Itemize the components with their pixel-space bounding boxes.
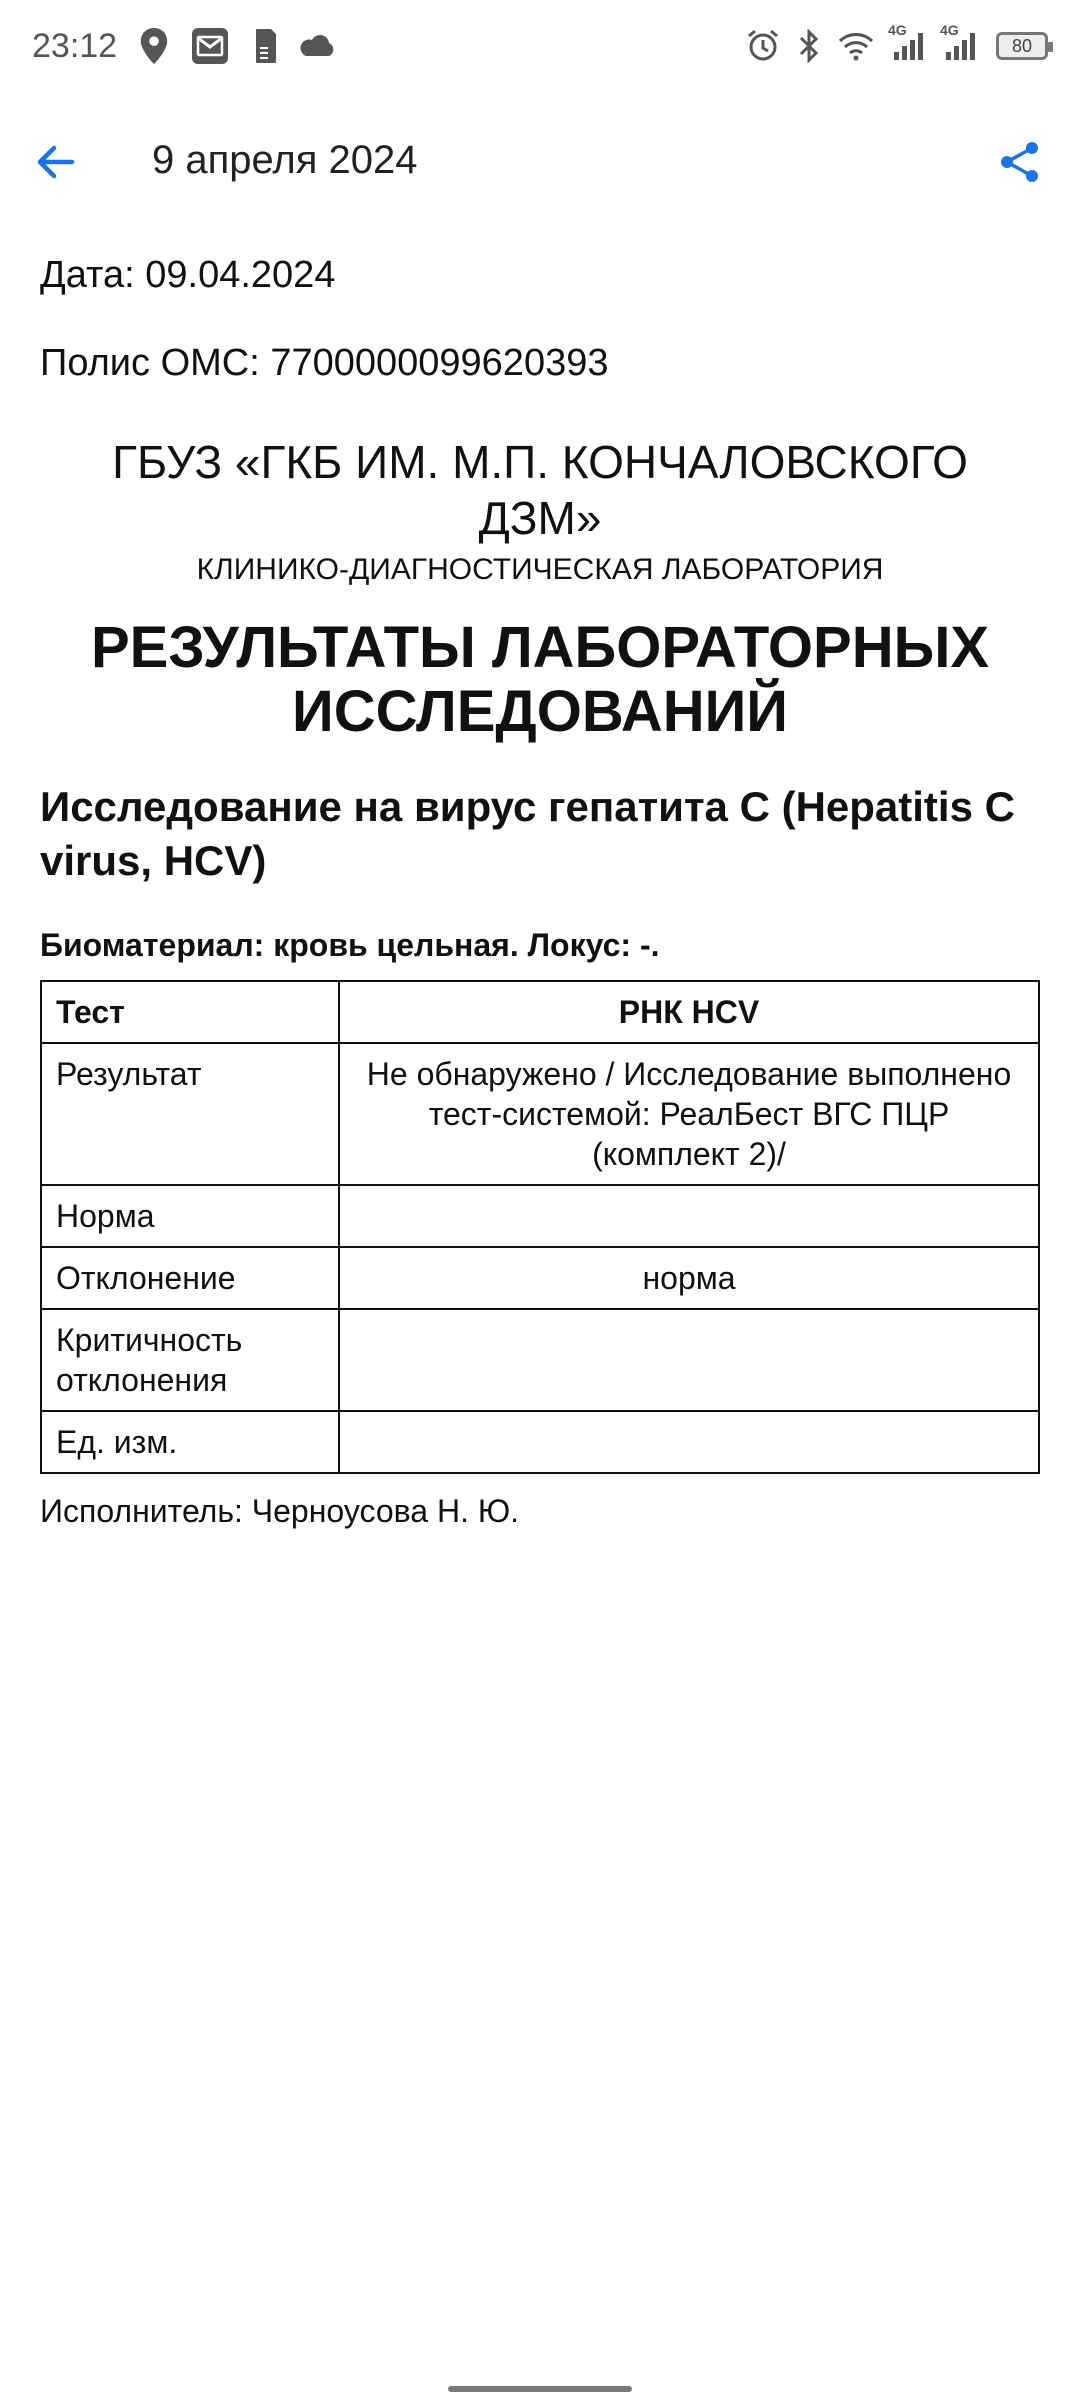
table-cell-label: Отклонение	[41, 1247, 339, 1309]
mail-icon	[191, 27, 229, 65]
app-bar	[0, 110, 1080, 214]
table-cell-label: Критичность отклонения	[41, 1309, 339, 1411]
table-cell-label: Норма	[41, 1185, 339, 1247]
biomaterial-line: Биоматериал: кровь цельная. Локус: -.	[40, 927, 660, 963]
table-cell-label: Результат	[41, 1043, 339, 1185]
table-cell-value	[339, 1309, 1039, 1411]
table-cell-value	[339, 1411, 1039, 1473]
table-cell-label: Ед. изм.	[41, 1411, 339, 1473]
network-label: 4G	[888, 22, 907, 38]
study-title: Исследование на вирус гепатита С (Hepatitis C virus, HCV)	[40, 783, 1015, 884]
lab-report	[40, 248, 1040, 1532]
signal-icon	[940, 22, 978, 62]
page-title: 9 апреля 2024	[152, 138, 418, 182]
location-icon	[139, 28, 169, 64]
table-header-cell: РНК HCV	[339, 981, 1039, 1043]
table-row	[41, 1185, 1039, 1247]
table-header-cell: Тест	[41, 981, 339, 1043]
status-time: 23:12	[32, 26, 118, 65]
arrow-left-icon	[32, 138, 80, 186]
wifi-icon	[838, 31, 874, 61]
oms-policy: Полис ОМС: 7700000099620393	[40, 342, 609, 384]
battery-level: 80	[1011, 35, 1033, 56]
bluetooth-icon	[798, 29, 820, 63]
table-cell-value: Не обнаружено / Исследование выполнено тест-системой: РеалБест ВГС ПЦР (комплект 2)/	[339, 1043, 1039, 1185]
report-title: РЕЗУЛЬТАТЫ ЛАБОРАТОРНЫХ ИССЛЕДОВАНИЙ	[90, 615, 990, 744]
results-table	[40, 980, 1040, 1474]
table-row	[41, 1043, 1039, 1185]
network-label: 4G	[940, 22, 959, 38]
report-date: Дата: 09.04.2024	[40, 254, 336, 296]
table-header-row	[41, 981, 1039, 1043]
status-bar	[0, 0, 1080, 92]
battery-icon	[996, 32, 1048, 60]
share-icon	[997, 139, 1043, 185]
organization-name: ГБУЗ «ГКБ ИМ. М.П. КОНЧАЛОВСКОГО ДЗМ»	[112, 436, 968, 544]
sim-card-icon	[251, 28, 277, 64]
executor-line: Исполнитель: Черноусова Н. Ю.	[40, 1493, 520, 1529]
table-cell-value	[339, 1185, 1039, 1247]
cloud-icon	[299, 33, 337, 59]
table-cell-value: норма	[339, 1247, 1039, 1309]
table-row	[41, 1309, 1039, 1411]
signal-icon	[888, 22, 926, 62]
table-row	[41, 1247, 1039, 1309]
organization-department: КЛИНИКО-ДИАГНОСТИЧЕСКАЯ ЛАБОРАТОРИЯ	[196, 553, 884, 586]
home-indicator[interactable]	[448, 2386, 632, 2392]
share-button[interactable]	[990, 132, 1050, 192]
table-row	[41, 1411, 1039, 1473]
back-button[interactable]	[26, 132, 86, 192]
alarm-icon	[746, 29, 780, 63]
